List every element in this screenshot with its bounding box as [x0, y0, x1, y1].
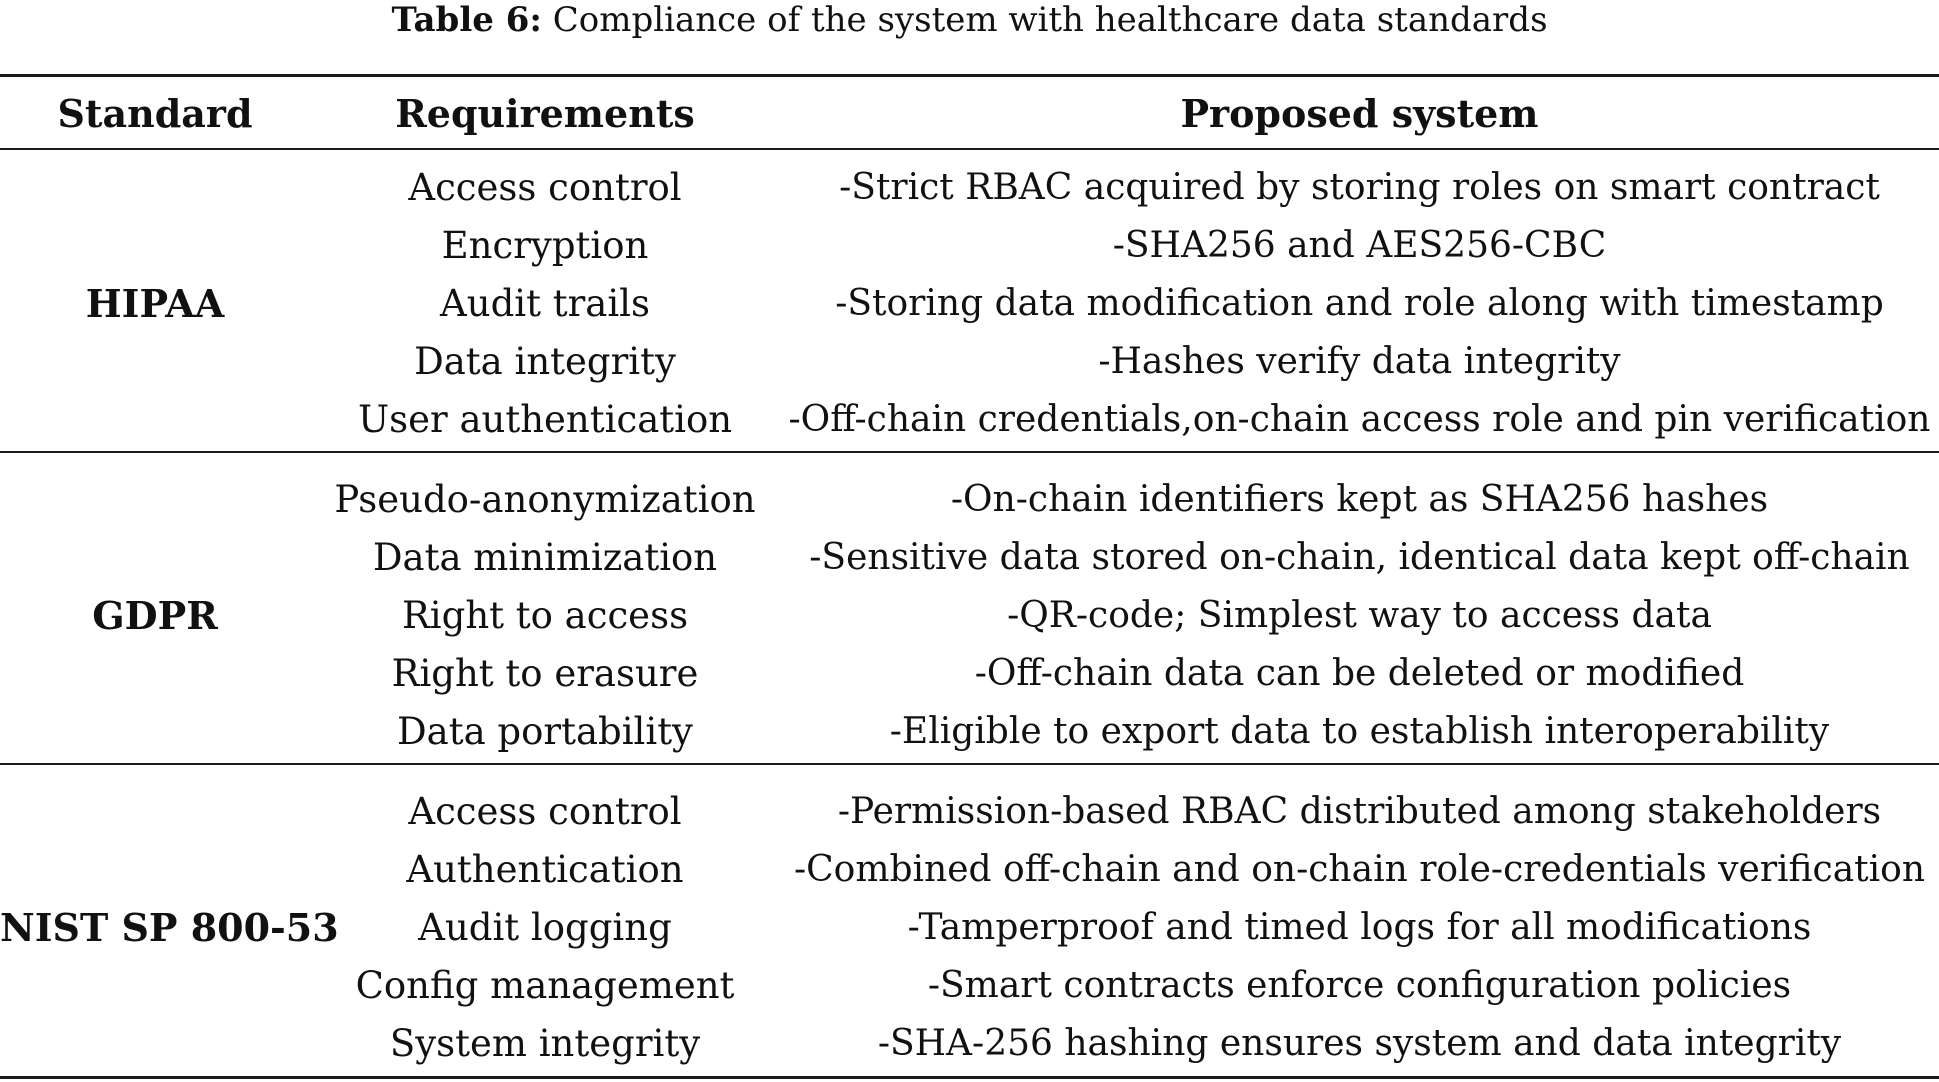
proposed-cell: -QR-code; Simplest way to access data	[1007, 595, 1712, 636]
proposed-cell: -Sensitive data stored on-chain, identical data kept off-chain	[809, 537, 1910, 578]
proposed-cell: -Smart contracts enforce configuration policies	[927, 965, 1792, 1006]
proposed-cell: -Strict RBAC acquired by storing roles on smart contract	[839, 167, 1880, 208]
proposed-cell: -Off-chain data can be deleted or modified	[974, 653, 1745, 694]
group-rule	[0, 763, 1939, 765]
requirement-cell: Data integrity	[414, 340, 676, 383]
requirement-cell: Right to erasure	[391, 652, 699, 695]
requirement-cell: Pseudo-anonymization	[334, 478, 756, 521]
proposed-cell: -Combined off-chain and on-chain role-credentials verification	[793, 849, 1926, 890]
standard-label: NIST SP 800-53	[0, 905, 339, 950]
standard-label: HIPAA	[85, 281, 225, 326]
caption-label: Table 6:	[391, 0, 542, 40]
bottom-rule	[0, 1076, 1939, 1079]
requirement-cell: Authentication	[406, 848, 684, 891]
requirement-cell: Audit logging	[418, 906, 672, 949]
requirement-cell: Access control	[408, 790, 682, 833]
requirement-cell: Data portability	[397, 710, 693, 753]
proposed-cell: -Hashes verify data integrity	[1098, 341, 1621, 382]
header-proposed-system: Proposed system	[1180, 91, 1539, 136]
group-rule	[0, 451, 1939, 453]
requirement-cell: Audit trails	[440, 282, 650, 325]
requirement-cell: Access control	[408, 166, 682, 209]
proposed-cell: -Eligible to export data to establish interoperability	[889, 711, 1830, 752]
proposed-cell: -Permission-based RBAC distributed among stakeholders	[837, 791, 1882, 832]
table-caption	[0, 0, 1939, 40]
requirement-cell: Encryption	[441, 224, 649, 267]
requirement-cell: Right to access	[401, 594, 689, 637]
header-requirements: Requirements	[395, 91, 695, 136]
requirement-cell: Data minimization	[372, 536, 718, 579]
standard-label: GDPR	[92, 593, 218, 638]
proposed-cell: -Off-chain credentials,on-chain access role and pin verification	[788, 399, 1931, 440]
proposed-cell: -Tamperproof and timed logs for all modifications	[907, 907, 1812, 948]
proposed-cell: -SHA256 and AES256-CBC	[1112, 225, 1607, 266]
header-standard: Standard	[57, 91, 253, 136]
proposed-cell: -SHA-256 hashing ensures system and data integrity	[877, 1023, 1842, 1064]
caption-text: Compliance of the system with healthcare data standards	[552, 0, 1548, 40]
requirement-cell: User authentication	[357, 398, 733, 441]
requirement-cell: System integrity	[389, 1022, 701, 1065]
proposed-cell: -On-chain identifiers kept as SHA256 hashes	[950, 479, 1769, 520]
proposed-cell: -Storing data modification and role along with timestamp	[835, 283, 1884, 324]
header-rule	[0, 148, 1939, 150]
requirement-cell: Config management	[355, 964, 735, 1007]
top-rule	[0, 74, 1939, 77]
